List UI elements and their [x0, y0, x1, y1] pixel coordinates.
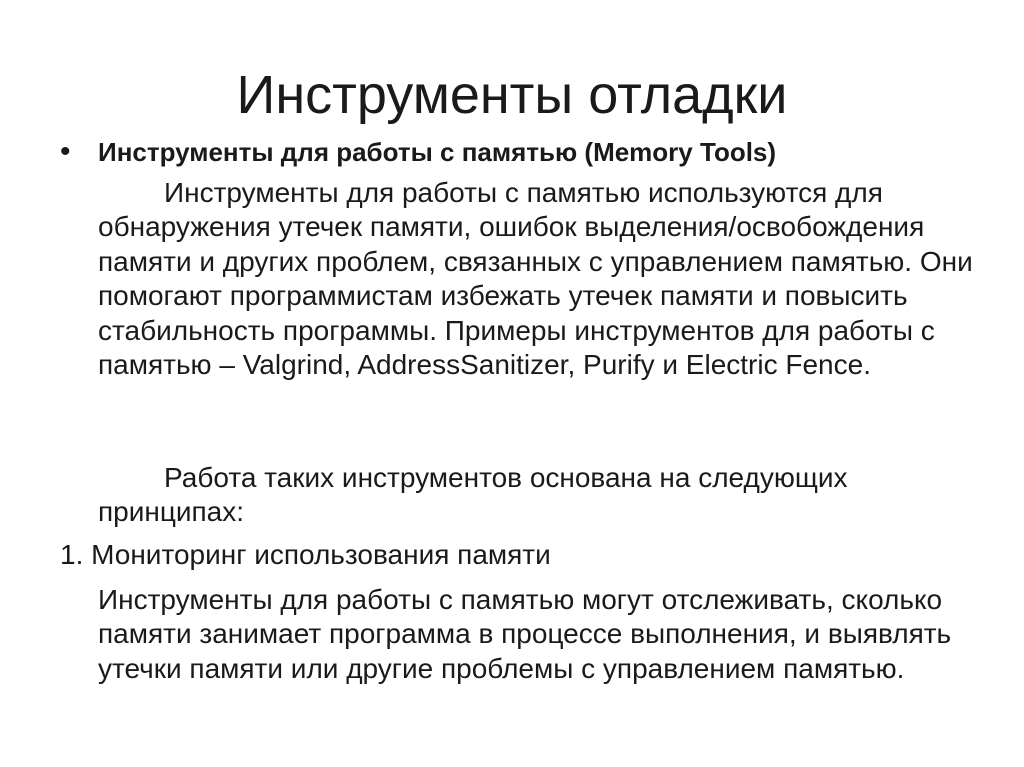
paragraph-memory-tools-description: Инструменты для работы с памятью используются для обнаружения утечек памяти, ошибок выделения/освобождения памяти и других проблем, связанных с управлением памятью. Они помогают программистам избежать утечек памяти и повысить стабильность программы. Примеры инструментов для работы с памятью – Valgrind, AddressSanitizer, Purify и Electric Fence. [98, 177, 973, 381]
paragraph-monitoring-description: Инструменты для работы с памятью могут отслеживать, сколько памяти занимает программа в процессе выполнения, и выявлять утечки памяти или другие проблемы с управлением памятью. [98, 584, 952, 684]
bullet-icon: • [60, 135, 71, 168]
bullet-heading: Инструменты для работы с памятью (Memory Tools) [98, 137, 777, 167]
numbered-item-1: 1. Мониторинг использования памяти [60, 539, 551, 570]
slide-title: Инструменты отладки [236, 65, 788, 125]
paragraph-principles-intro: Работа таких инструментов основана на следующих принципах: [98, 462, 848, 528]
